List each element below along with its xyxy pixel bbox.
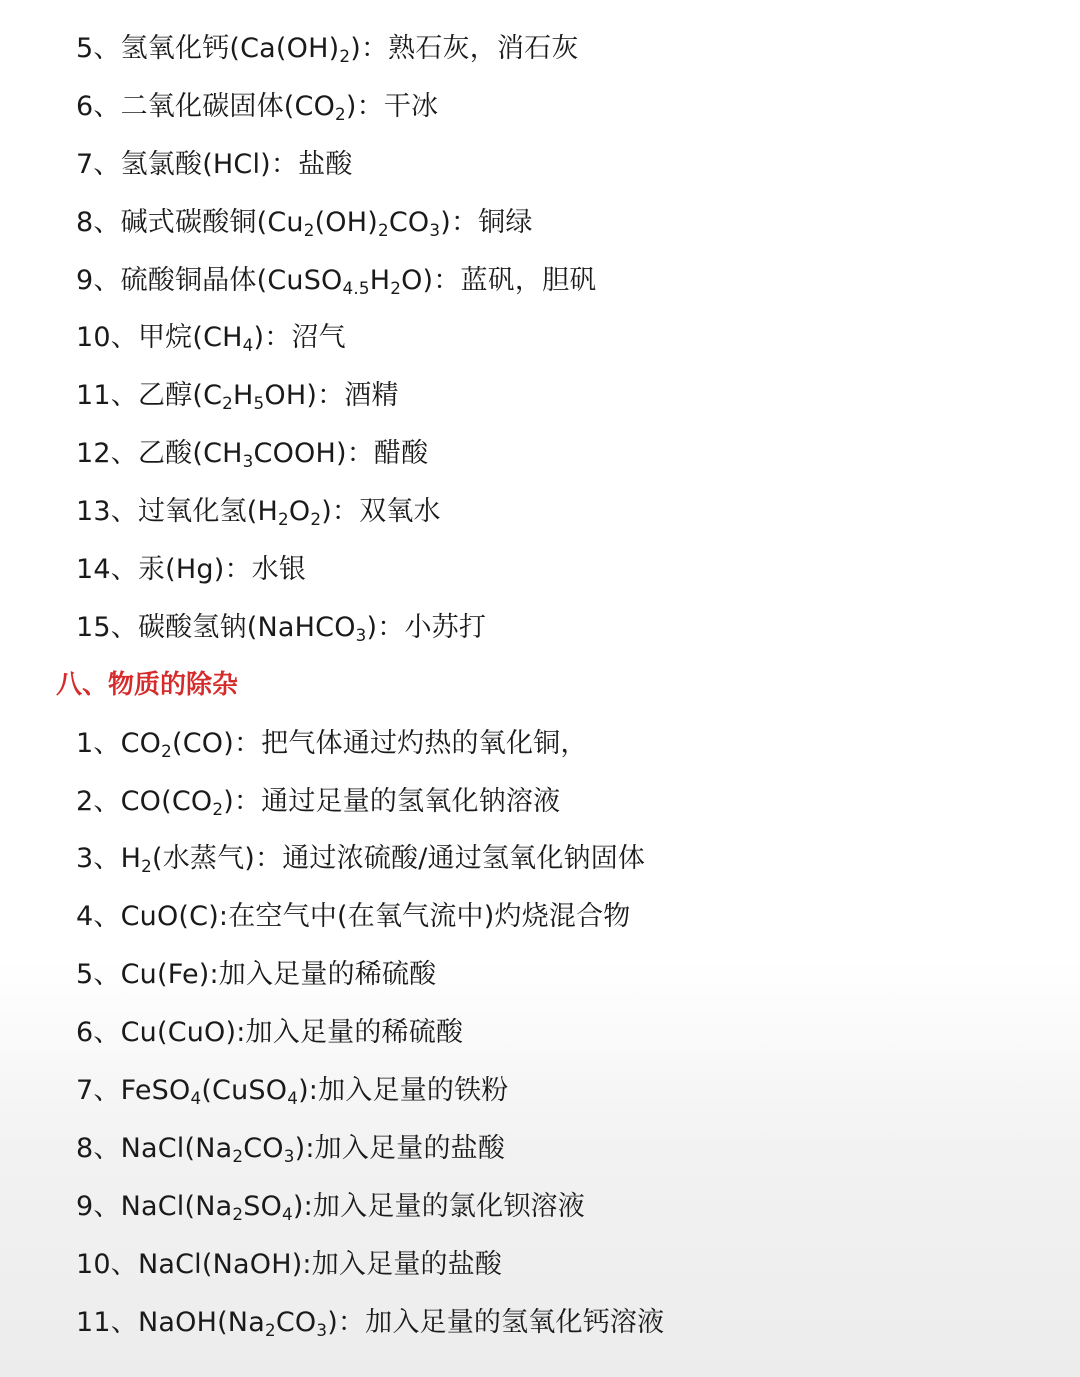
list-item-text: CO	[388, 206, 430, 238]
list-item-text: CO	[243, 1132, 284, 1164]
list-item-number: 11、	[76, 1306, 138, 1338]
purification-item	[0, 1294, 1080, 1352]
subscript: 4	[287, 1088, 299, 1109]
list-item-text: )：干冰	[345, 90, 439, 122]
list-item-number: 10、	[76, 1248, 138, 1280]
list-item-number: 8、	[76, 206, 121, 238]
subscript: 2	[232, 1145, 244, 1166]
common-name-item	[0, 599, 1080, 657]
list-item-text: NaCl(Na	[120, 1190, 233, 1222]
list-item-text: ):加入足量的铁粉	[298, 1075, 509, 1107]
list-item-number: 5、	[76, 33, 121, 64]
list-item-text: NaCl(NaOH):加入足量的盐酸	[137, 1248, 503, 1280]
list-item-number: 6、	[76, 1017, 121, 1049]
common-name-item	[0, 252, 1080, 310]
purification-item	[0, 1004, 1080, 1062]
list-item-text: H	[369, 264, 391, 296]
purification-item	[0, 946, 1080, 1004]
subscript: 2	[161, 740, 172, 761]
list-item-number: 7、	[76, 148, 121, 180]
list-item-number: 9、	[76, 1190, 121, 1222]
list-item-text: 二氧化碳固体(CO	[120, 90, 336, 122]
subscript: 2	[339, 46, 351, 67]
list-item-text: )：通过足量的氢氧化钠溶液	[223, 785, 561, 817]
subscript: 2	[222, 393, 234, 414]
subscript: 2	[390, 277, 402, 298]
purification-item	[0, 888, 1080, 946]
list-item-text: (OH)	[314, 206, 378, 238]
list-item-text: CuO(C):在空气中(在氧气流中)灼烧混合物	[120, 901, 631, 933]
list-item-text: (CO)：把气体通过灼热的氧化铜，	[171, 727, 588, 759]
list-item-text: )：沼气	[253, 322, 346, 354]
list-item-text: ):加入足量的氯化钡溶液	[292, 1190, 585, 1222]
list-item-number: 14、	[76, 554, 138, 586]
list-item-text: 氢氧化钙(Ca(OH)	[120, 33, 340, 64]
list-item-text: SO	[243, 1190, 283, 1222]
list-item-text: NaCl(Na	[120, 1132, 233, 1164]
list-item-number: 6、	[76, 90, 121, 122]
list-item-number: 15、	[76, 611, 138, 643]
list-item-text: NaOH(Na	[137, 1306, 265, 1338]
purification-item	[0, 1062, 1080, 1120]
subscript: 3	[283, 1145, 295, 1166]
list-item-number: 9、	[76, 264, 121, 296]
list-item-number: 8、	[76, 1132, 121, 1164]
list-item-text: )：熟石灰，消石灰	[350, 33, 579, 64]
common-name-item	[0, 541, 1080, 599]
list-item-text: O)：蓝矾，胆矾	[401, 264, 597, 296]
list-item-number: 13、	[76, 496, 138, 528]
list-item-text: COOH)：醋酸	[253, 438, 429, 470]
subscript: 2	[264, 1319, 276, 1340]
purification-item	[0, 830, 1080, 888]
list-item-text: 汞(Hg)：水银	[137, 554, 307, 586]
list-item-text: )：铜绿	[440, 206, 533, 238]
list-item-text: )：小苏打	[366, 611, 487, 643]
list-item-number: 5、	[76, 959, 121, 991]
subscript: 3	[429, 219, 441, 240]
common-name-item	[0, 194, 1080, 252]
list-item-text: 硫酸铜晶体(CuSO	[120, 264, 343, 296]
list-item-text: OH)：酒精	[264, 380, 399, 412]
subscript: 2	[335, 103, 346, 124]
common-name-item	[0, 367, 1080, 425]
common-name-item	[0, 136, 1080, 194]
list-item-number: 11、	[76, 380, 138, 412]
list-item-text: 乙醇(C	[137, 380, 223, 412]
list-item-text: FeSO	[120, 1075, 191, 1107]
common-name-item	[0, 20, 1080, 78]
common-names-list	[0, 20, 1080, 657]
subscript: 4.5	[342, 277, 370, 298]
list-item-number: 10、	[76, 322, 138, 354]
purification-item	[0, 1120, 1080, 1178]
list-item-text: CO(CO	[120, 785, 213, 817]
list-item-text: (水蒸气)：通过浓硫酸/通过氢氧化钠固体	[151, 843, 646, 875]
list-item-text: CO	[120, 727, 162, 759]
list-item-text: Cu(Fe):加入足量的稀硫酸	[120, 959, 437, 991]
subscript: 4	[282, 1203, 293, 1224]
common-name-item	[0, 78, 1080, 136]
subscript: 3	[316, 1319, 328, 1340]
content-list	[0, 20, 1080, 1351]
purification-item	[0, 1178, 1080, 1236]
purification-list	[0, 715, 1080, 1352]
list-item-text: 乙酸(CH	[137, 438, 243, 470]
list-item-text: )：加入足量的氢氧化钙溶液	[327, 1306, 665, 1338]
purification-item	[0, 1236, 1080, 1294]
subscript: 2	[278, 509, 289, 530]
section-title: 八、物质的除杂	[56, 669, 239, 700]
list-item-number: 12、	[76, 438, 138, 470]
subscript: 2	[310, 509, 322, 530]
common-name-item	[0, 425, 1080, 483]
list-item-number: 3、	[76, 843, 121, 875]
subscript: 2	[303, 219, 315, 240]
subscript: 4	[242, 335, 254, 356]
subscript: 3	[355, 624, 367, 645]
subscript: 5	[253, 393, 265, 414]
purification-item	[0, 715, 1080, 773]
subscript: 4	[190, 1088, 202, 1109]
subscript: 2	[378, 219, 389, 240]
list-item-text: 碳酸氢钠(NaHCO	[137, 611, 356, 643]
subscript: 2	[141, 856, 152, 877]
list-item-number: 2、	[76, 785, 121, 817]
subscript: 3	[242, 451, 254, 472]
list-item-text: (CuSO	[201, 1075, 288, 1107]
list-item-text: 甲烷(CH	[137, 322, 243, 354]
list-item-number: 4、	[76, 901, 121, 933]
common-name-item	[0, 483, 1080, 541]
list-item-text: )：双氧水	[321, 496, 441, 528]
list-item-text: 氢氯酸(HCl)：盐酸	[120, 148, 353, 180]
list-item-text: H	[233, 380, 254, 412]
subscript: 2	[232, 1203, 244, 1224]
purification-item	[0, 773, 1080, 831]
list-item-text: O	[288, 496, 311, 528]
list-item-text: 碱式碳酸铜(Cu	[120, 206, 304, 238]
list-item-text: CO	[275, 1306, 317, 1338]
list-item-text: ):加入足量的盐酸	[294, 1132, 506, 1164]
list-item-text: Cu(CuO):加入足量的稀硫酸	[120, 1017, 464, 1049]
list-item-number: 7、	[76, 1075, 121, 1107]
subscript: 2	[212, 798, 224, 819]
list-item-text: H	[120, 843, 142, 875]
list-item-text: 过氧化氢(H	[137, 496, 279, 528]
list-item-number: 1、	[76, 727, 121, 759]
common-name-item	[0, 309, 1080, 367]
